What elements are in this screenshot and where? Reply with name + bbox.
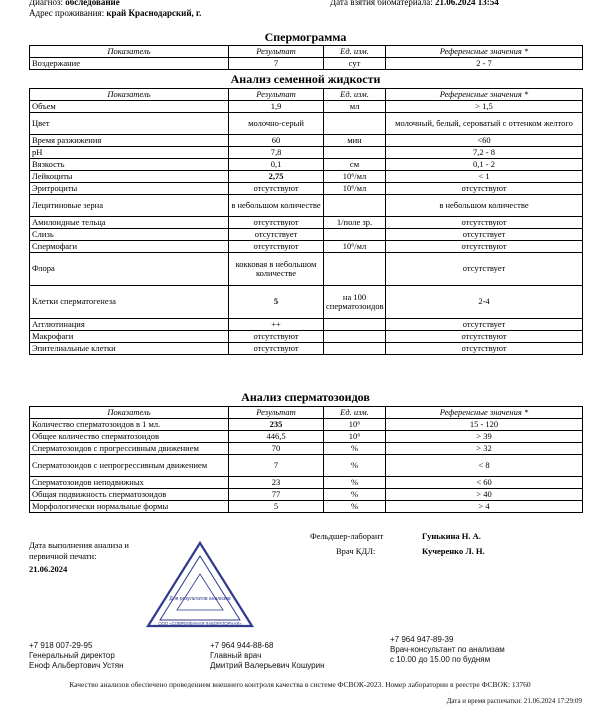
contact-consultant: +7 964 947-89-39 Врач-консультант по анализам с 10.00 до 15.00 по будням (390, 635, 505, 664)
table-row (30, 253, 583, 286)
cell-unit: мл (324, 101, 386, 113)
cell-result: 77 (229, 489, 324, 501)
stamp-center-text: Для результатов анализов (169, 596, 231, 602)
cell-result: отсутствуют (229, 217, 324, 229)
diagnosis-line: Диагноз: обследование (29, 0, 201, 8)
cell-name: Время разжижения (30, 135, 229, 147)
lab-assistant-name: Гунькина Н. А. (422, 531, 481, 541)
cell-ref: > 32 (386, 443, 583, 455)
cell-unit: 10⁶ (324, 419, 386, 431)
column-header: Референсные значения * (386, 46, 583, 58)
table-sperm (29, 406, 583, 513)
print-time: Дата и время распечатки: 21.06.2024 17:29:09 (446, 697, 582, 705)
sample-date: Дата взятия биоматериала: 21.06.2024 13:54 (330, 0, 499, 7)
cell-ref: < 60 (386, 477, 583, 489)
table-row (30, 229, 583, 241)
cell-unit: на 100 сперматозоидов (324, 286, 386, 319)
cell-ref: отсутствуют (386, 331, 583, 343)
table-header-row (30, 46, 583, 58)
cell-name: Морфологически нормальные формы (30, 501, 229, 513)
cell-name: Спермофаги (30, 241, 229, 253)
cell-unit (324, 147, 386, 159)
section-title-seminal-fluid: Анализ семенной жидкости (230, 72, 381, 86)
table-row (30, 241, 583, 253)
table-row (30, 489, 583, 501)
column-header: Ед. изм. (324, 46, 386, 58)
cell-ref: < 1 (386, 171, 583, 183)
cell-unit: % (324, 455, 386, 477)
cell-unit: 10⁶ (324, 431, 386, 443)
cell-unit: мин (324, 135, 386, 147)
cell-result: 7,8 (229, 147, 324, 159)
cell-result: 70 (229, 443, 324, 455)
column-header: Ед. изм. (324, 407, 386, 419)
cell-unit (324, 113, 386, 135)
cell-name: Воздержание (30, 58, 229, 70)
cell-result: отсутствуют (229, 343, 324, 355)
table-row (30, 455, 583, 477)
cell-ref: 7,2 - 8 (386, 147, 583, 159)
cell-ref: > 1,5 (386, 101, 583, 113)
cell-ref: отсутствуют (386, 241, 583, 253)
cell-result: 7 (229, 58, 324, 70)
cell-result: 7 (229, 455, 324, 477)
cell-name: Эпителиальные клетки (30, 343, 229, 355)
cell-result: молочно-серый (229, 113, 324, 135)
contact-chief-doctor: +7 964 944-88-68 Главный врач Дмитрий Валерьевич Кошурин (210, 641, 325, 670)
cell-result: 446,5 (229, 431, 324, 443)
cell-name: Макрофаги (30, 331, 229, 343)
quality-note: Качество анализов обеспечено проведением внешнего контроля качества в системе ФСВОК-2023. Номер лаборатории в реестре ФСВОК: 13760 (69, 680, 531, 689)
cell-ref: > 39 (386, 431, 583, 443)
table-row (30, 419, 583, 431)
cell-unit: 10⁶/мл (324, 241, 386, 253)
table-row (30, 217, 583, 229)
cell-name: Эритроциты (30, 183, 229, 195)
cell-ref: отсутствует (386, 229, 583, 241)
cell-result: 5 (229, 286, 324, 319)
table-row (30, 343, 583, 355)
cell-ref: 0,1 - 2 (386, 159, 583, 171)
cell-ref: < 8 (386, 455, 583, 477)
address-line: Адрес проживания: край Краснодарский, г. (29, 8, 202, 18)
cell-unit (324, 319, 386, 331)
section-title-spermogram: Спермограмма (264, 30, 347, 44)
cell-unit: сут (324, 58, 386, 70)
cell-result: отсутствуют (229, 241, 324, 253)
table-row (30, 443, 583, 455)
address-value: край Краснодарский, г. (106, 8, 202, 18)
column-header: Показатель (30, 89, 229, 101)
cell-unit: см (324, 159, 386, 171)
cell-unit (324, 331, 386, 343)
cell-ref: отсутствует (386, 319, 583, 331)
table-row (30, 477, 583, 489)
table-row (30, 431, 583, 443)
cell-unit (324, 343, 386, 355)
cell-ref: 2-4 (386, 286, 583, 319)
cell-name: Клетки сперматогенеза (30, 286, 229, 319)
completion-date-label: Дата выполнения анализа и первичной печати: (29, 540, 129, 561)
cell-ref: молочный, белый, сероватый с оттенком желтого (386, 113, 583, 135)
cell-unit: 1/поле зр. (324, 217, 386, 229)
cell-result: отсутствуют (229, 183, 324, 195)
column-header: Референсные значения * (386, 407, 583, 419)
cell-name: Вязкость (30, 159, 229, 171)
table-row (30, 101, 583, 113)
cell-name: Сперматозоидов неподвижных (30, 477, 229, 489)
table-seminal-fluid (29, 88, 583, 355)
stamp-ring-text: ООО «СОВРЕМЕННАЯ ЛАБОРАТОРНАЯ» (158, 621, 242, 626)
cell-result: ++ (229, 319, 324, 331)
cell-unit (324, 253, 386, 286)
table-row (30, 159, 583, 171)
cell-result: 0,1 (229, 159, 324, 171)
cell-result: в небольшом количестве (229, 195, 324, 217)
column-header: Показатель (30, 46, 229, 58)
table-row (30, 195, 583, 217)
table-row (30, 135, 583, 147)
column-header: Результат (229, 407, 324, 419)
cell-name: Объем (30, 101, 229, 113)
cell-result: отсутствуют (229, 331, 324, 343)
cell-ref: отсутствуют (386, 217, 583, 229)
table-spermogram (29, 45, 583, 70)
table-header-row (30, 89, 583, 101)
table-row (30, 319, 583, 331)
cell-unit (324, 229, 386, 241)
lab-stamp (145, 540, 255, 632)
table-row (30, 501, 583, 513)
cell-unit: 10⁶/мл (324, 171, 386, 183)
cell-name: Сперматозоидов с непрогрессивным движением (30, 455, 229, 477)
cell-name: Слизь (30, 229, 229, 241)
section-title-sperm: Анализ сперматозоидов (241, 390, 370, 404)
cell-name: Общее количество сперматозоидов (30, 431, 229, 443)
cell-ref: в небольшом количестве (386, 195, 583, 217)
cell-ref: 15 - 120 (386, 419, 583, 431)
column-header: Ед. изм. (324, 89, 386, 101)
cell-name: Агглютинация (30, 319, 229, 331)
cell-name: pH (30, 147, 229, 159)
cell-unit (324, 195, 386, 217)
cell-ref: > 40 (386, 489, 583, 501)
cell-name: Лецитиновые зерна (30, 195, 229, 217)
cell-ref: отсутствуют (386, 343, 583, 355)
cell-name: Сперматозоидов с прогрессивным движением (30, 443, 229, 455)
table-row (30, 183, 583, 195)
cell-name: Лейкоциты (30, 171, 229, 183)
column-header: Результат (229, 89, 324, 101)
doctor-role: Врач КДЛ: (336, 546, 376, 556)
cell-result: 60 (229, 135, 324, 147)
cell-result: кокковая в небольшом количестве (229, 253, 324, 286)
cell-name: Амилоидные тельца (30, 217, 229, 229)
cell-unit: % (324, 443, 386, 455)
table-header-row (30, 407, 583, 419)
lab-assistant-role: Фельдшер-лаборант (310, 531, 384, 541)
cell-ref: <60 (386, 135, 583, 147)
cell-ref: > 4 (386, 501, 583, 513)
doctor-name: Кучеренко Л. Н. (422, 546, 485, 556)
cell-result: 5 (229, 501, 324, 513)
column-header: Результат (229, 46, 324, 58)
cell-unit: % (324, 489, 386, 501)
table-row (30, 171, 583, 183)
cell-ref: 2 - 7 (386, 58, 583, 70)
column-header: Показатель (30, 407, 229, 419)
table-row (30, 58, 583, 70)
cell-result: 23 (229, 477, 324, 489)
cell-result: 1,9 (229, 101, 324, 113)
cell-result: 235 (229, 419, 324, 431)
contact-director: +7 918 007-29-95 Генеральный директор Еноф Альбертович Устян (29, 641, 124, 670)
table-row (30, 286, 583, 319)
table-row (30, 113, 583, 135)
table-row (30, 331, 583, 343)
cell-name: Количество сперматозоидов в 1 мл. (30, 419, 229, 431)
column-header: Референсные значения * (386, 89, 583, 101)
completion-date: 21.06.2024 (29, 564, 68, 574)
cell-name: Общая подвижность сперматозоидов (30, 489, 229, 501)
cell-result: 2,75 (229, 171, 324, 183)
cell-result: отсутствует (229, 229, 324, 241)
cell-name: Флора (30, 253, 229, 286)
cell-unit: % (324, 501, 386, 513)
cell-unit: % (324, 477, 386, 489)
diagnosis-value: обследование (65, 0, 120, 7)
cell-name: Цвет (30, 113, 229, 135)
cell-unit: 10⁶/мл (324, 183, 386, 195)
cell-ref: отсутствует (386, 253, 583, 286)
cell-ref: отсутствуют (386, 183, 583, 195)
patient-info (29, 0, 201, 19)
table-row (30, 147, 583, 159)
stamp-triangle (145, 540, 255, 630)
